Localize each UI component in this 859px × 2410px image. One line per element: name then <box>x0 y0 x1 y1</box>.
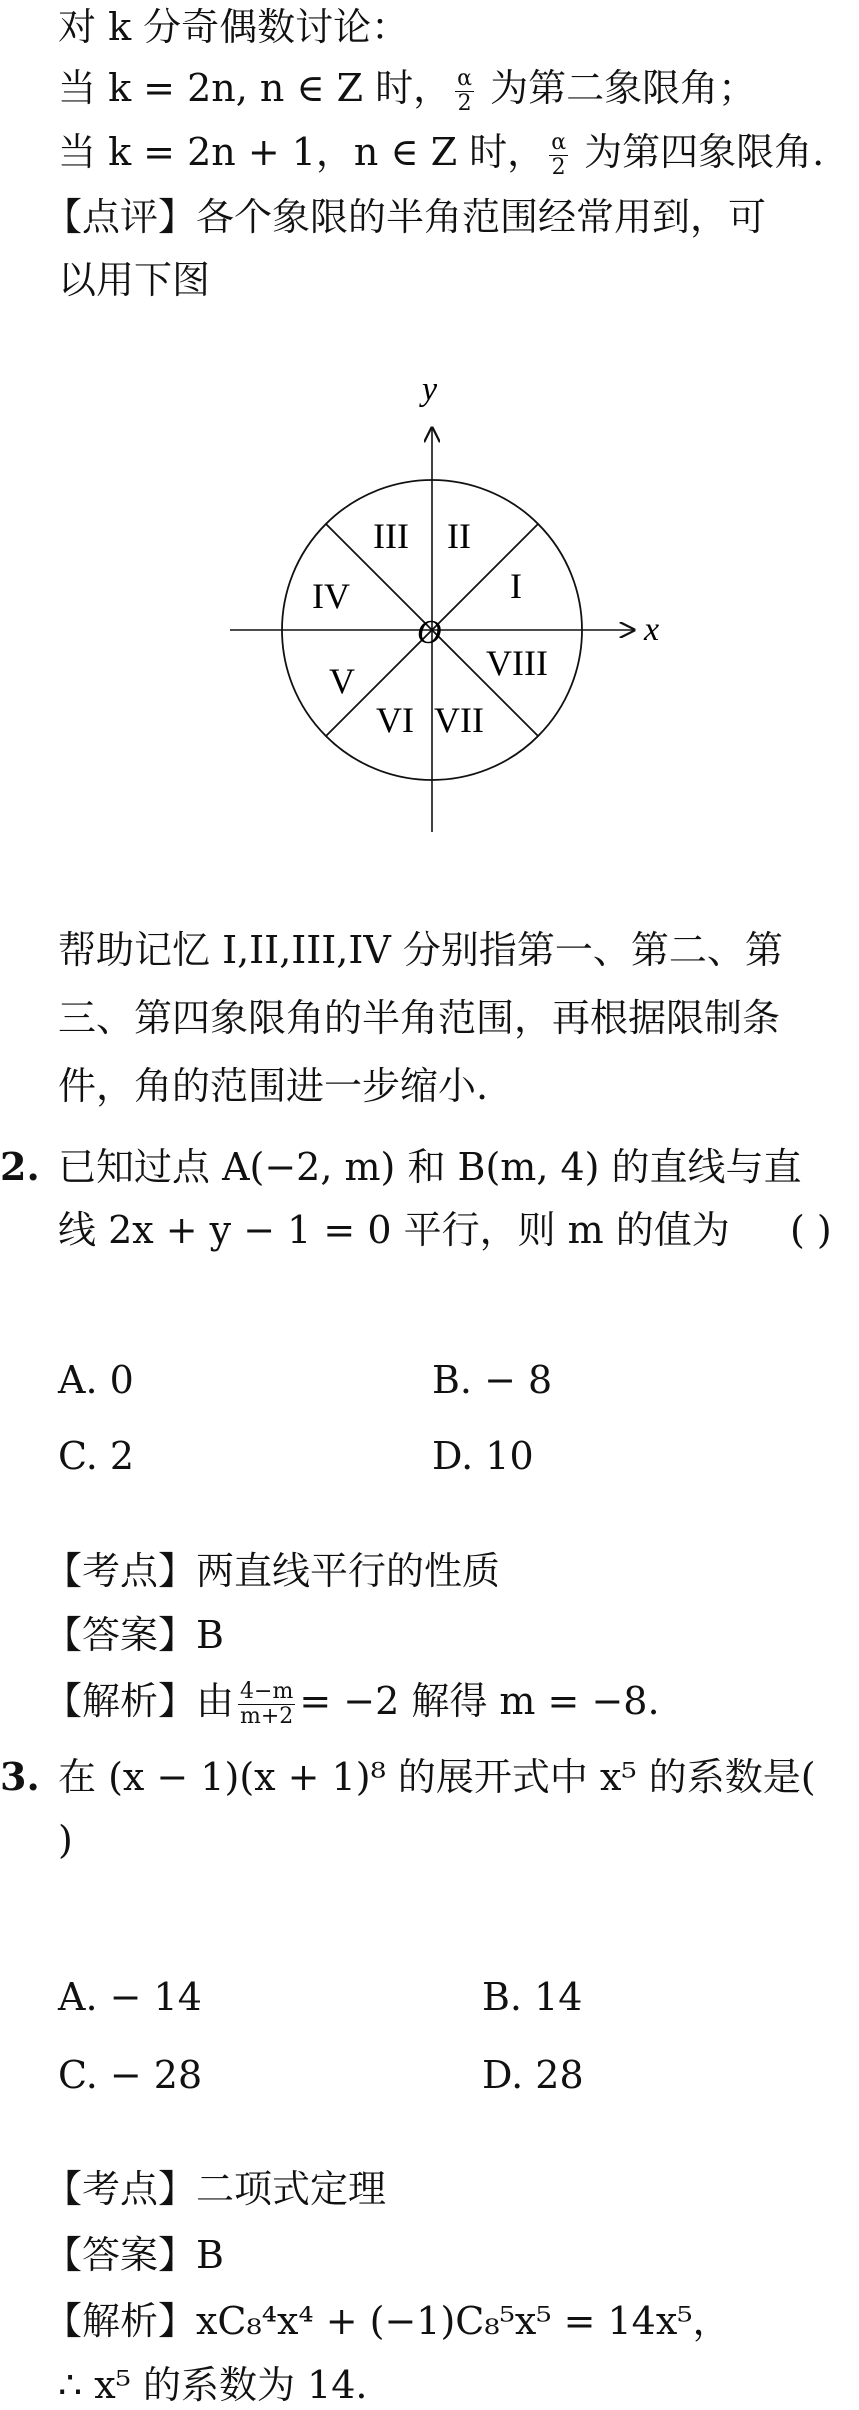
alpha-half-fraction <box>455 67 474 116</box>
q2-jiexi-prefix: 【解析】由 <box>44 1679 235 1723</box>
sector-label-iii: III <box>373 516 409 556</box>
q3-kaodian: 【考点】二项式定理 <box>44 2167 387 2211</box>
fraction-denominator: 2 <box>551 155 566 180</box>
q2-answer: 【答案】B <box>44 1613 224 1657</box>
fraction-denominator: 2 <box>457 91 472 116</box>
q2-jiexi <box>44 1676 660 1729</box>
question-2-line-1: 已知过点 A(−2, m) 和 B(m, 4) 的直线与直 <box>58 1145 802 1189</box>
origin-label: O <box>417 614 442 651</box>
memory-line-1: 帮助记忆 I,II,III,IV 分别指第一、第二、第 <box>58 928 783 972</box>
question-2-number: 2. <box>0 1144 40 1189</box>
q3-option-a[interactable]: A. − 14 <box>58 1975 202 2019</box>
prev-line-3-text-b: 为第四象限角. <box>572 130 825 174</box>
q2-kaodian: 【考点】两直线平行的性质 <box>44 1549 501 1593</box>
q3-option-d[interactable]: D. 28 <box>482 2053 584 2097</box>
q3-option-b[interactable]: B. 14 <box>482 1975 583 2019</box>
q3-answer: 【答案】B <box>44 2233 224 2277</box>
slope-fraction <box>238 1680 295 1729</box>
prev-line-3-text-a: 当 k = 2n + 1，n ∈ Z 时， <box>58 130 546 174</box>
fraction-numerator: α <box>457 66 473 91</box>
question-3-line-1: 在 (x − 1)(x + 1)⁸ 的展开式中 x⁵ 的系数是( <box>58 1755 816 1799</box>
q3-option-c[interactable]: C. − 28 <box>58 2053 203 2097</box>
prev-line-2-text-b: 为第二象限角； <box>478 66 757 110</box>
question-3-line-2: ) <box>58 1818 73 1862</box>
q2-option-a[interactable]: A. 0 <box>58 1358 134 1402</box>
prev-line-3 <box>58 127 824 180</box>
question-2-line-2: 线 2x + y − 1 = 0 平行，则 m 的值为 <box>58 1208 730 1252</box>
sector-label-ii: II <box>447 516 471 556</box>
alpha-half-fraction <box>549 131 568 180</box>
question-2-answer-paren: ( ) <box>790 1208 832 1252</box>
memory-line-2: 三、第四象限角的半角范围，再根据限制条 <box>58 996 781 1040</box>
q2-option-c[interactable]: C. 2 <box>58 1434 135 1478</box>
y-axis-label: y <box>422 371 438 408</box>
sector-label-iv: IV <box>312 576 350 616</box>
q2-jiexi-suffix: = −2 解得 m = −8. <box>299 1679 660 1723</box>
sector-label-vi: VI <box>376 700 414 740</box>
sector-label-v: V <box>329 661 355 701</box>
prev-line-2 <box>58 63 756 116</box>
q3-conclusion: ∴ x⁵ 的系数为 14. <box>58 2363 368 2407</box>
memory-line-3: 件，角的范围进一步缩小. <box>58 1064 489 1108</box>
prev-line-1: 对 k 分奇偶数讨论： <box>58 5 410 49</box>
sector-label-vii: VII <box>434 700 484 740</box>
fraction-numerator: α <box>551 130 567 155</box>
comment-line-1: 【点评】各个象限的半角范围经常用到，可 <box>44 195 767 239</box>
q2-option-d[interactable]: D. 10 <box>432 1434 534 1478</box>
sector-label-i: I <box>510 566 522 606</box>
fraction-numerator: 4−m <box>240 1679 294 1704</box>
prev-line-2-text-a: 当 k = 2n, n ∈ Z 时， <box>58 66 452 110</box>
fraction-denominator: m+2 <box>240 1704 294 1729</box>
question-3-number: 3. <box>0 1754 40 1799</box>
x-axis-label: x <box>644 611 660 648</box>
q3-jiexi: 【解析】xC₈⁴x⁴ + (−1)C₈⁵x⁵ = 14x⁵， <box>44 2299 731 2343</box>
comment-line-2: 以用下图 <box>58 258 211 302</box>
half-angle-diagram <box>220 370 660 850</box>
q2-option-b[interactable]: B. − 8 <box>432 1358 553 1402</box>
sector-label-viii: VIII <box>486 643 548 683</box>
